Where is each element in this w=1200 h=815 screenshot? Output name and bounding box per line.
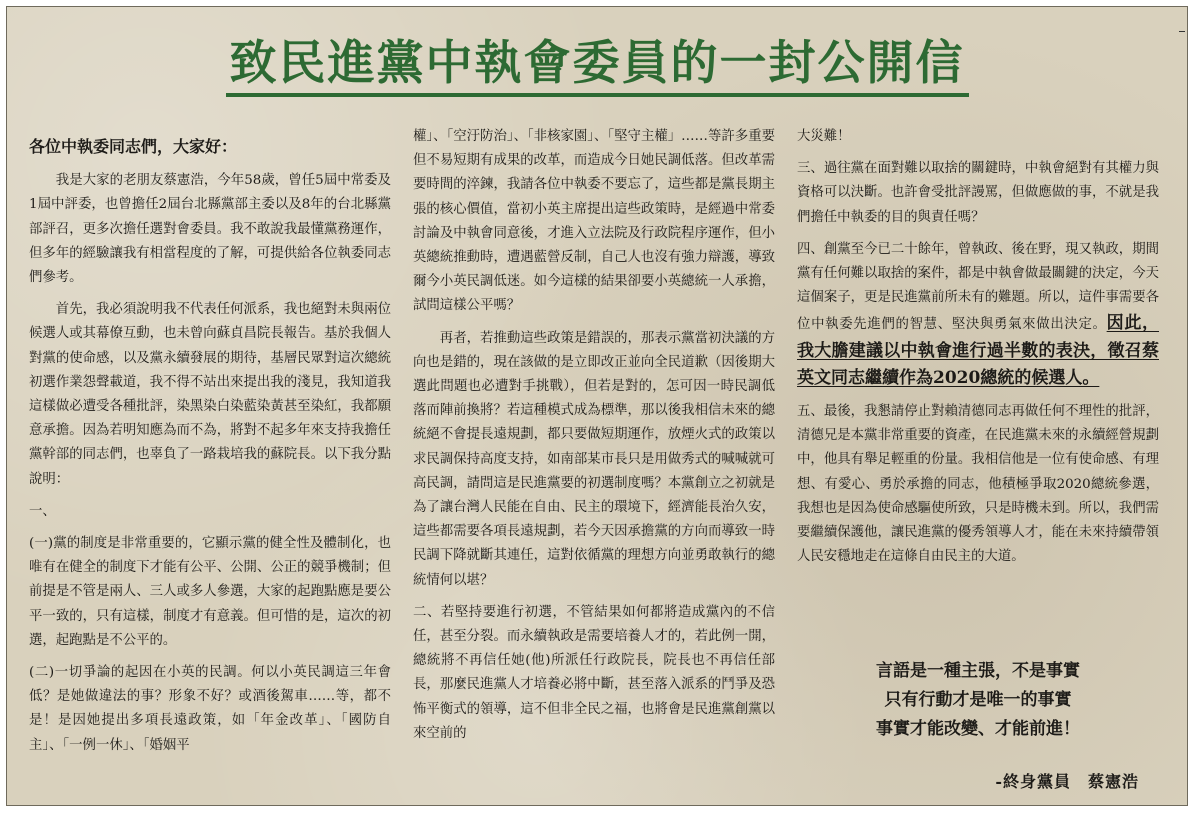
paragraph-point-1-1: (一)黨的制度是非常重要的，它顯示黨的健全性及體制化，也唯有在健全的制度下才能有公平、公開、公正的競爭機制；但前提是不管是兩人、三人或多人參選，大家的起跑點應是要公平一致的，只有這樣，制度才有意義。但可惜的是，這次的初選，起跑點是不公平的。 bbox=[29, 536, 391, 648]
slogan-line-1: 言語是一種主張，不是事實 bbox=[876, 661, 1080, 681]
newspaper-ad-page bbox=[6, 6, 1188, 806]
closing-slogan bbox=[797, 657, 1159, 744]
emphasized-proposal: 因此，我大膽建議以中執會進行過半數的表決，徵召蔡英文同志繼續作為2020總統的候選人。 bbox=[797, 313, 1159, 388]
paragraph-disaster: 大災難！ bbox=[797, 129, 851, 144]
paragraph-furthermore: 再者，若推動這些政策是錯誤的，那表示黨當初決議的方向也是錯的，現在該做的是立即改正並向全民道歉（因後期大選此問題也必遭對手挑戰），但若是對的，怎可因一時民調低落而陣前換將？若這種模式成為標準，那以後我相信未來的總統絕不會提長遠規劃，都只要做短期運作，放煙火式的政策以求民調保持高度支持，如南部某市長只是用做秀式的喊喊就可高民調，請問這是民進黨要的初選制度嗎？本黨創立之初就是為了讓台灣人民能在自由、民主的環境下，經濟能長治久安，這些都需要各項長遠規劃，若今天因承擔黨的方向而導致一時民調下降就斷其連任，這對依循黨的理想方向並勇敢執行的總統情何以堪？ bbox=[413, 330, 775, 588]
letter-title: 致民進黨中執會委員的一封公開信 bbox=[226, 37, 969, 97]
slogan-line-3: 事實才能改變、才能前進！ bbox=[876, 719, 1080, 739]
section-four-text: 四、創黨至今已二十餘年，曾執政、後在野，現又執政，期間黨有任何難以取捨的案件，都是中執會做最關鍵的決定，今天這個案子，更是民進黨前所未有的難題。所以，這件事需要各位中執委先進們的智慧、堅決與勇氣來做出決定。 bbox=[797, 241, 1159, 333]
section-one-heading: 一、 bbox=[29, 503, 56, 519]
paragraph-point-1-2: (二)一切爭論的起因在小英的民調。何以小英民調這三年會低？是她做違法的事？形象不好？或酒後駕車……等，都不是！是因她提出多項長遠政策，如「年金改革」、「國防自主」、「一例一休」、「婚姻平 bbox=[29, 665, 391, 753]
paragraph-reforms: 權」、「空汙防治」、「非核家園」、「堅守主權」……等許多重要但不易短期有成果的改革，而造成今日她民調低落。但改革需要時間的淬鍊，我請各位中執委不要忘了，這些都是黨長期主張的核心價值，當初小英主席提出這些政策時，是經過中常委討論及中執會同意後，才進入立法院及行政院程序運作，但小英總統推動時，遭遇藍營反制，自己人也沒有強力辯護，導致爾今小英民調低迷。如今這樣的結果卻要小英總統一人承擔，試問這樣公平嗎？ bbox=[413, 129, 775, 314]
signature: -終身黨員 蔡憲浩 bbox=[995, 772, 1139, 791]
letter-title-wrapper bbox=[7, 37, 1187, 97]
salutation: 各位中執委同志們，大家好： bbox=[29, 137, 238, 156]
crop-mark bbox=[1179, 31, 1185, 32]
paragraph-section-two: 二、若堅持要進行初選，不管結果如何都將造成黨內的不信任，甚至分裂。而永續執政是需要培養人才的，若此例一開，總統將不再信任她(他)所派任行政院長，院長也不再信任部長，那麼民進黨人才培養必將中斷，甚至落入派系的鬥爭及恐怖平衡式的領導，這不但非全民之福，也將會是民進黨創黨以來空前的 bbox=[413, 604, 775, 741]
paragraph-stance: 首先，我必須說明我不代表任何派系，我也絕對未與兩位候選人或其幕僚互動，也未曾向蘇貞昌院長報告。基於我個人對黨的使命感，以及黨永續發展的期待，基層民眾對這次總統初選作業怨聲載道，我不得不站出來提出我的淺見，我知道我這樣做必遭受各種批評，染黑染白染藍染黃甚至染紅，我都願意承擔。因為若明知應為而不為，將對不起多年來支持我擔任黨幹部的同志們，也辜負了一路栽培我的蘇院長。以下我分點說明： bbox=[29, 302, 391, 487]
paragraph-intro: 我是大家的老朋友蔡憲浩，今年58歲，曾任5屆中常委及1屆中評委，也曾擔任2屆台北縣黨部主委以及8年的台北縣黨部評召，更多次擔任選對會委員。我不敢說我最懂黨務運作，但多年的經驗讓我有相當程度的了解，可提供給各位執委同志們參考。 bbox=[29, 173, 391, 286]
paragraph-section-five: 五、最後，我懇請停止對賴清德同志再做任何不理性的批評，清德兄是本黨非常重要的資產，在民進黨未來的永續經營規劃中，他具有舉足輕重的份量。我相信他是一位有使命感、有理想、有愛心、勇於承擔的同志，他積極爭取2020總統參選，我想也是因為使命感驅使所致，只是時機未到。所以，我們需要繼續保護他，讓民進黨的優秀領導人才，能在未來持續帶領人民安穩地走在這條自由民主的大道。 bbox=[797, 404, 1159, 565]
paragraph-section-four bbox=[797, 238, 1159, 392]
paragraph-section-three: 三、過往黨在面對難以取捨的關鍵時，中執會絕對有其權力與資格可以決斷。也許會受批評謾罵，但做應做的事，不就是我們擔任中執委的目的與責任嗎？ bbox=[797, 161, 1159, 225]
column-1 bbox=[29, 125, 391, 795]
slogan-line-2: 只有行動才是唯一的事實 bbox=[884, 690, 1072, 710]
column-2 bbox=[413, 125, 775, 795]
